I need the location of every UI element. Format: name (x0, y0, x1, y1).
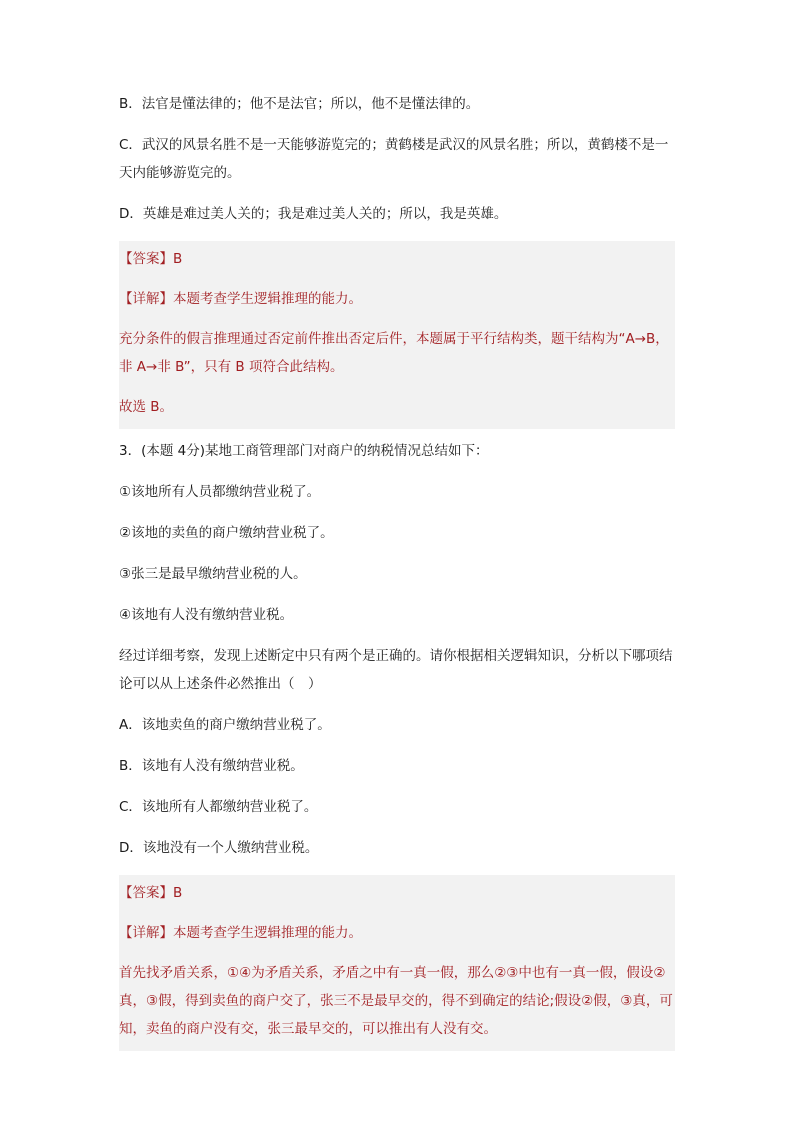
q2-explanation: 充分条件的假言推理通过否定前件推出否定后件，本题属于平行结构类，题干结构为“A→B，非 A→非 B”，只有 B 项符合此结构。 (119, 331, 669, 375)
q3-stem: 3．(本题 4分)某地工商管理部门对商户的纳税情况总结如下： (119, 443, 489, 459)
q3-detail-label: 【详解】本题考查学生逻辑推理的能力。 (119, 925, 362, 941)
q3-answer: 【答案】B (119, 885, 183, 901)
document-page (119, 90, 675, 1059)
q2-detail-label: 【详解】本题考查学生逻辑推理的能力。 (119, 291, 362, 307)
q3-option-c: C．该地所有人都缴纳营业税了。 (119, 799, 318, 815)
q3-option-b: B．该地有人没有缴纳营业税。 (119, 758, 304, 774)
q2-option-b: B．法官是懂法律的；他不是法官；所以，他不是懂法律的。 (119, 96, 480, 112)
q3-statement-4: ④该地有人没有缴纳营业税。 (119, 607, 294, 623)
q3-prompt: 经过详细考察，发现上述断定中只有两个是正确的。请你根据相关逻辑知识，分析以下哪项结论可以从上述条件必然推出（ ） (119, 648, 673, 692)
q3-explanation: 首先找矛盾关系，①④为矛盾关系，矛盾之中有一真一假，那么②③中也有一真一假，假设②真，③假，得到卖鱼的商户交了，张三不是最早交的，得不到确定的结论;假设②假，③真，可知，卖鱼的商户没有交，张三最早交的，可以推出有人没有交。 (119, 965, 673, 1037)
q2-option-d: D．英雄是难过美人关的；我是难过美人关的；所以，我是英雄。 (119, 206, 508, 222)
q2-option-c: C．武汉的风景名胜不是一天能够游览完的；黄鹤楼是武汉的风景名胜；所以，黄鹤楼不是一天内能够游览完的。 (119, 137, 669, 181)
q2-answer: 【答案】B (119, 251, 183, 267)
q3-answer-box (119, 875, 675, 1051)
q3-option-d: D．该地没有一个人缴纳营业税。 (119, 840, 319, 856)
q3-statement-2: ②该地的卖鱼的商户缴纳营业税了。 (119, 525, 334, 541)
q3-statement-3: ③张三是最早缴纳营业税的人。 (119, 566, 307, 582)
q2-conclusion: 故选 B。 (119, 399, 174, 415)
q3-statement-1: ①该地所有人员都缴纳营业税了。 (119, 484, 321, 500)
q3-option-a: A．该地卖鱼的商户缴纳营业税了。 (119, 717, 331, 733)
q2-answer-box (119, 241, 675, 429)
